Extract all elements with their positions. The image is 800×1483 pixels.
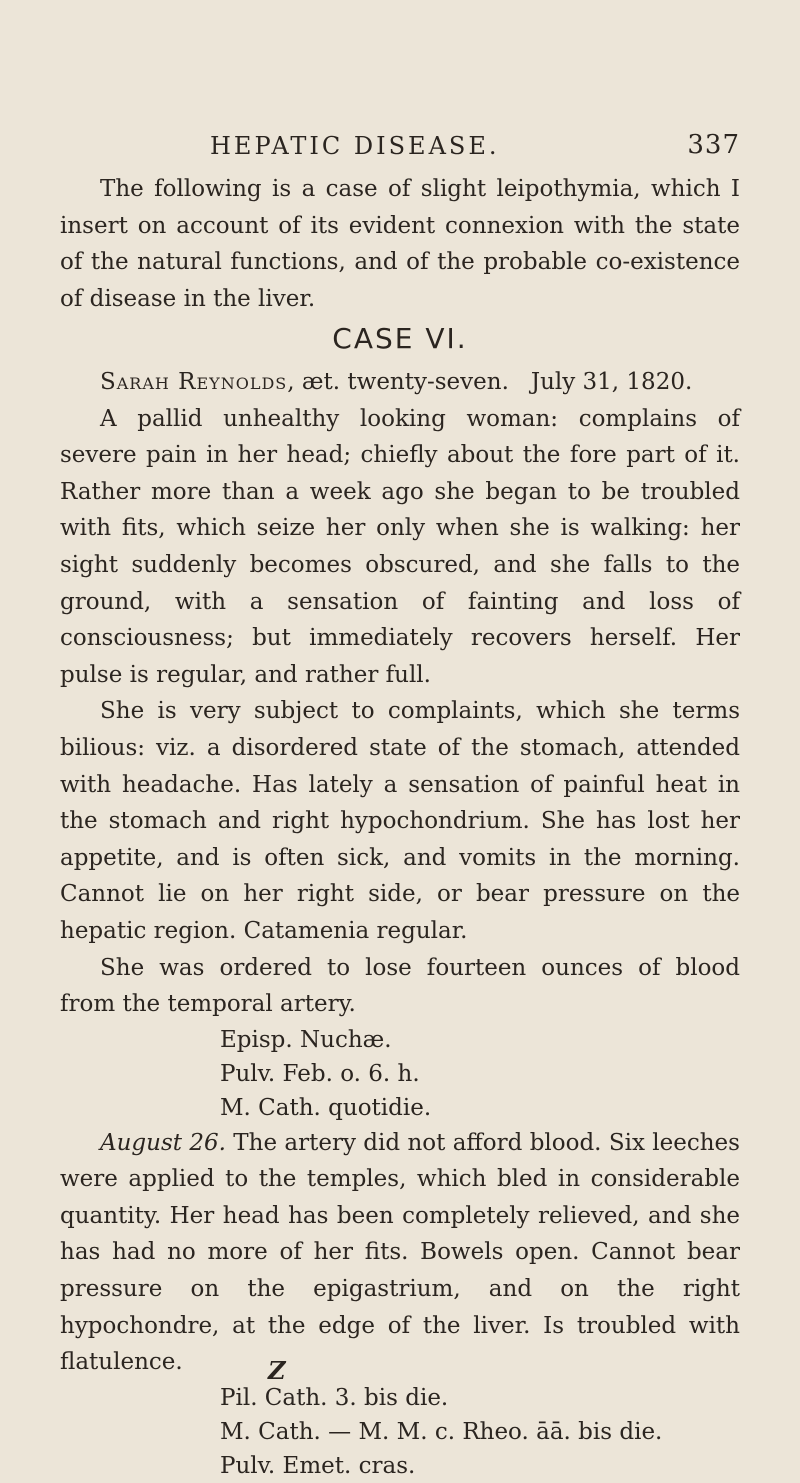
case-paragraph-4 (60, 1125, 740, 1381)
patient-name: Sarah Reynolds (100, 369, 288, 395)
august-date: August 26. (100, 1129, 226, 1156)
intro-block (60, 171, 740, 317)
case-paragraph-2: She is very subject to complaints, which she terms bilious: viz. a disordered state of the stomach, attended with headache. Has lately a sensation of painful heat in the stomach and right hypochondrium. She has lost her appetite, and is often sick, and vomits in the morning. Cannot lie on her right side, or bear pressure on the hepatic region. Catamenia regular. (60, 698, 740, 944)
patient-info: , æt. twenty-seven. (287, 369, 509, 395)
prescription-line: Pulv. Emet. cras. (220, 1452, 416, 1479)
prescription-line: Pil. Cath. 3. bis die. (220, 1384, 449, 1411)
case-body (60, 364, 740, 1483)
signature-mark: Z (268, 1356, 286, 1385)
case-paragraph-3: She was ordered to lose fourteen ounces of blood from the temporal artery. (60, 954, 740, 1018)
header-title: HEPATIC DISEASE. (210, 132, 500, 160)
case-date: July 31, 1820. (530, 369, 693, 395)
prescription-line: M. Cath. — M. M. c. Rheo. āā. bis die. (220, 1418, 663, 1445)
running-header (140, 128, 740, 168)
case-heading: CASE VI. (332, 322, 468, 355)
page-number: 337 (687, 130, 740, 160)
case-patient-line (60, 364, 740, 401)
august-text: The artery did not afford blood. Six leeches were applied to the temples, which bled in considerable quantity. Her head has been completely relieved, and she has had no more of her fits. Bowels open. Cannot bear pressure on the epigastrium, and on the right hypochondre, at the edge of the liver. Is troubled with flatulence. (60, 1129, 740, 1376)
prescription-line: Episp. Nuchæ. (220, 1026, 392, 1053)
prescription-line: Pulv. Feb. o. 6. h. (220, 1060, 420, 1087)
case-paragraph-1: A pallid unhealthy looking woman: complains of severe pain in her head; chiefly about the fore part of it. Rather more than a week ago she began to be troubled with fits, which seize her only when she is walking: her sight suddenly becomes obscured, and she falls to the ground, with a sensation of fainting and loss of consciousness; but immediately recovers herself. Her pulse is regular, and rather full. (60, 405, 740, 688)
intro-paragraph: The following is a case of slight leipothymia, which I insert on account of its evident connexion with the state of the natural functions, and of the probable co-existence of disease in the liver. (60, 176, 740, 312)
prescription-line: M. Cath. quotidie. (220, 1094, 432, 1121)
